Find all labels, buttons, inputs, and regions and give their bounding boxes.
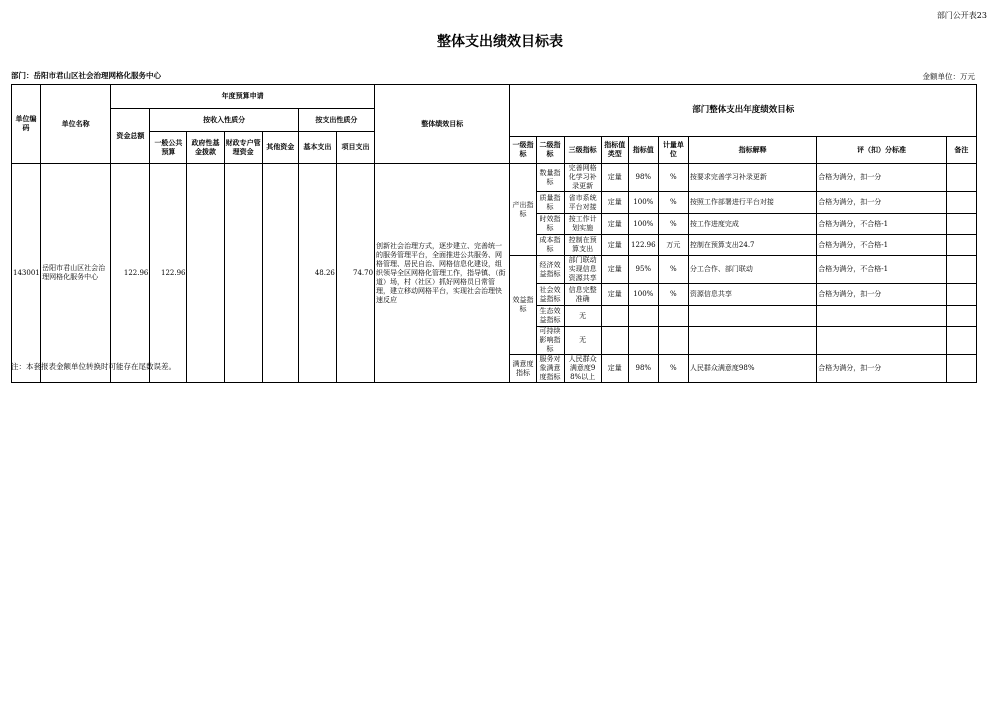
remarks-cell	[946, 355, 976, 383]
header-by-income: 按收入性质分	[150, 109, 298, 132]
level3-cell: 控制在预算支出	[564, 235, 601, 256]
total-funds-cell: 122.96	[111, 164, 150, 383]
level3-cell: 无	[564, 327, 601, 355]
project-exp-cell: 74.70	[336, 164, 374, 383]
value-type-cell: 定量	[601, 355, 628, 383]
value-type-cell: 定量	[601, 214, 628, 235]
header-explanation: 指标解释	[688, 137, 816, 164]
value-cell: 100%	[628, 192, 658, 214]
remarks-cell	[946, 327, 976, 355]
value-type-cell: 定量	[601, 235, 628, 256]
header-basic-exp: 基本支出	[298, 132, 336, 164]
header-dept-goal: 部门整体支出年度绩效目标	[510, 85, 977, 137]
page-number: 部门公开表23	[936, 11, 987, 20]
level2-cell: 时效指标	[536, 214, 564, 235]
level2-cell: 经济效益指标	[536, 256, 564, 284]
value-cell: 98%	[628, 355, 658, 383]
value-cell: 100%	[628, 284, 658, 306]
explanation-cell: 人民群众满意度98%	[688, 355, 816, 383]
level1-output-cell: 产出指标	[510, 164, 536, 256]
level1-satisfaction-cell: 满意度指标	[510, 355, 536, 383]
measure-unit-cell: %	[658, 355, 688, 383]
measure-unit-cell: %	[658, 284, 688, 306]
overall-goal-cell: 创新社会治理方式，逐步建立、完善统一的服务管理平台，全面推进公共服务、网格管理、居民自治、网格信息化建设，组织领导全区网格化管理工作，指导镇、（街道）场，村（社区）抓好网格员日常管理，建立移动网格平台，实现社会治理快速反应	[375, 164, 510, 383]
level3-cell: 省市系统平台对接	[564, 192, 601, 214]
value-type-cell	[601, 327, 628, 355]
header-level2: 二级指标	[536, 137, 564, 164]
value-cell: 100%	[628, 214, 658, 235]
header-gov-fund: 政府性基金拨款	[187, 132, 224, 164]
amount-unit-label: 金额单位：万元	[922, 72, 975, 81]
scoring-cell: 合格为满分，不合格-1	[817, 214, 946, 235]
scoring-cell: 合格为满分，扣一分	[817, 164, 946, 192]
department-label: 部门：岳阳市君山区社会治理网格化服务中心	[11, 71, 161, 80]
remarks-cell	[946, 214, 976, 235]
header-project-exp: 项目支出	[336, 132, 374, 164]
header-level1: 一级指标	[510, 137, 536, 164]
header-annual-budget: 年度预算申请	[111, 85, 375, 109]
header-overall-goal: 整体绩效目标	[375, 85, 510, 164]
header-by-expense: 按支出性质分	[298, 109, 374, 132]
measure-unit-cell: %	[658, 192, 688, 214]
fiscal-special-cell	[224, 164, 262, 383]
measure-unit-cell	[658, 306, 688, 327]
page-title: 整体支出绩效目标表	[437, 34, 563, 50]
header-level3: 三级指标	[564, 137, 601, 164]
explanation-cell: 控制在预算支出24.7	[688, 235, 816, 256]
value-type-cell	[601, 306, 628, 327]
scoring-cell: 合格为满分，不合格-1	[817, 256, 946, 284]
remarks-cell	[946, 192, 976, 214]
remarks-cell	[946, 306, 976, 327]
value-type-cell: 定量	[601, 164, 628, 192]
scoring-cell: 合格为满分，扣一分	[817, 192, 946, 214]
level2-cell: 数量指标	[536, 164, 564, 192]
header-value-type: 指标值类型	[601, 137, 628, 164]
header-remarks: 备注	[946, 137, 976, 164]
header-general-budget: 一般公共预算	[150, 132, 187, 164]
value-cell: 98%	[628, 164, 658, 192]
measure-unit-cell: %	[658, 214, 688, 235]
explanation-cell: 按工作进度完成	[688, 214, 816, 235]
basic-exp-cell: 48.26	[298, 164, 336, 383]
value-type-cell: 定量	[601, 192, 628, 214]
explanation-cell	[688, 327, 816, 355]
level3-cell: 按工作计划实施	[564, 214, 601, 235]
remarks-cell	[946, 235, 976, 256]
value-type-cell: 定量	[601, 284, 628, 306]
level3-cell: 无	[564, 306, 601, 327]
value-cell: 95%	[628, 256, 658, 284]
level2-cell: 服务对象满意度指标	[536, 355, 564, 383]
level3-cell: 完善网格化学习补录更新	[564, 164, 601, 192]
level3-cell: 人民群众满意度98%以上	[564, 355, 601, 383]
header-unit-code: 单位编码	[12, 85, 41, 164]
explanation-cell: 分工合作、部门联动	[688, 256, 816, 284]
unit-code-cell: 143001	[12, 164, 41, 383]
measure-unit-cell	[658, 327, 688, 355]
level2-cell: 生态效益指标	[536, 306, 564, 327]
value-cell: 122.96	[628, 235, 658, 256]
performance-goal-table	[11, 84, 977, 383]
measure-unit-cell: %	[658, 256, 688, 284]
level3-cell: 信息完整准确	[564, 284, 601, 306]
level3-cell: 部门联动实现信息资源共享	[564, 256, 601, 284]
scoring-cell	[817, 306, 946, 327]
header-fiscal-special: 财政专户管理资金	[224, 132, 262, 164]
scoring-cell: 合格为满分，扣一分	[817, 355, 946, 383]
remarks-cell	[946, 164, 976, 192]
explanation-cell: 资源信息共享	[688, 284, 816, 306]
level1-benefit-cell: 效益指标	[510, 256, 536, 355]
general-budget-cell: 122.96	[150, 164, 187, 383]
explanation-cell: 按要求完善学习补录更新	[688, 164, 816, 192]
remarks-cell	[946, 284, 976, 306]
value-cell	[628, 327, 658, 355]
header-measure-unit: 计量单位	[658, 137, 688, 164]
scoring-cell	[817, 327, 946, 355]
measure-unit-cell: 万元	[658, 235, 688, 256]
scoring-cell: 合格为满分，扣一分	[817, 284, 946, 306]
header-total-funds: 资金总额	[111, 109, 150, 164]
footnote: 注：本套报表金额单位转换时可能存在尾数误差。	[11, 362, 176, 371]
level2-cell: 成本指标	[536, 235, 564, 256]
header-scoring: 评（扣）分标准	[817, 137, 946, 164]
explanation-cell	[688, 306, 816, 327]
scoring-cell: 合格为满分，不合格-1	[817, 235, 946, 256]
other-funds-cell	[262, 164, 298, 383]
value-cell	[628, 306, 658, 327]
explanation-cell: 按照工作部署进行平台对接	[688, 192, 816, 214]
level2-cell: 社会效益指标	[536, 284, 564, 306]
unit-name-cell: 岳阳市君山区社会治理网格化服务中心	[41, 164, 111, 383]
gov-fund-cell	[187, 164, 224, 383]
remarks-cell	[946, 256, 976, 284]
level2-cell: 可持续影响指标	[536, 327, 564, 355]
table-row	[12, 164, 977, 192]
header-other-funds: 其他资金	[262, 132, 298, 164]
value-type-cell: 定量	[601, 256, 628, 284]
header-unit-name: 单位名称	[41, 85, 111, 164]
header-value: 指标值	[628, 137, 658, 164]
measure-unit-cell: %	[658, 164, 688, 192]
level2-cell: 质量指标	[536, 192, 564, 214]
